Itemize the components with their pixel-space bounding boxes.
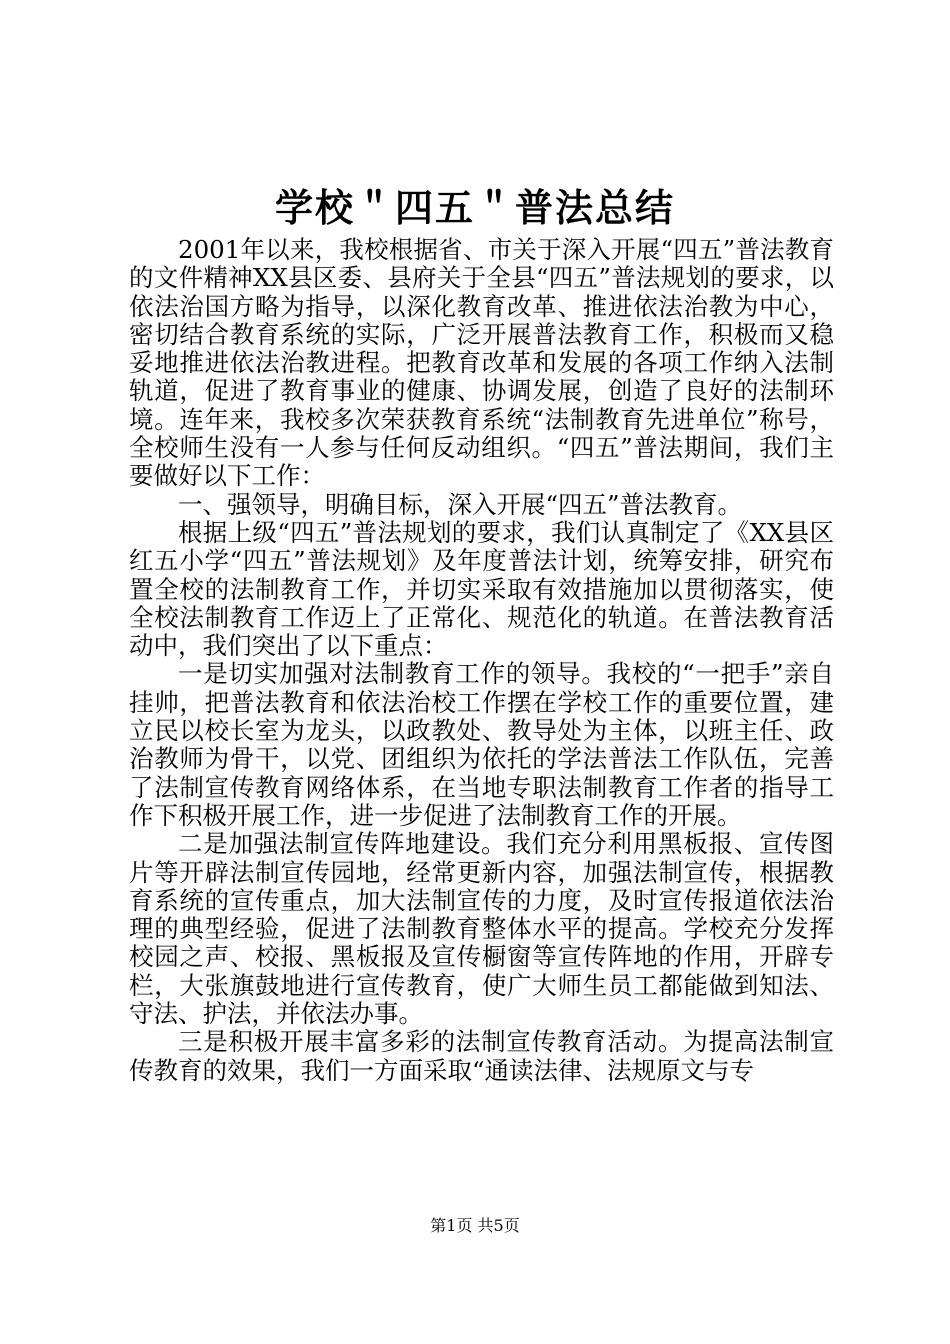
paragraph-plan: 根据上级“四五”普法规划的要求，我们认真制定了《XX县区红五小学“四五”普法规划》及年度普法计划，统筹安排，研究布置全校的法制教育工作，并切实采取有效措施加以贯彻落实，使全校法制教育工作迈上了正常化、规范化的轨道。在普法教育活动中，我们突出了以下重点： xyxy=(129,517,834,661)
paragraph-section-heading: 一、强领导，明确目标，深入开展“四五”普法教育。 xyxy=(178,489,743,519)
paragraph-point-two: 二是加强法制宣传阵地建设。我们充分利用黑板报、宣传图片等开辟法制宣传园地，经常更新内容，加强法制宣传，根据教育系统的宣传重点，加大法制宣传的力度，及时宣传报道依法治理的典型经验，促进了法制教育整体水平的提高。学校充分发挥校园之声、校报、黑板报及宣传橱窗等宣传阵地的作用，开辟专栏，大张旗鼓地进行宣传教育，使广大师生员工都能做到知法、守法、护法，并依法办事。 xyxy=(129,829,834,1029)
paragraph-point-one: 一是切实加强对法制教育工作的领导。我校的“一把手”亲自挂帅，把普法教育和依法治校工作摆在学校工作的重要位置，建立民以校长室为龙头，以政教处、教导处为主体，以班主任、政治教师为骨干，以党、团组织为依托的学法普法工作队伍，完善了法制宣传教育网络体系，在当地专职法制教育工作者的指导工作下积极开展工作，进一步促进了法制教育工作的开展。 xyxy=(129,659,834,830)
paragraph-point-three: 三是积极开展丰富多彩的法制宣传教育活动。为提高法制宣传教育的效果，我们一方面采取“通读法律、法规原文与专 xyxy=(129,1027,834,1085)
document-body xyxy=(129,236,834,1085)
document-title: 学校＂四五＂普法总结 xyxy=(274,185,675,230)
page-footer: 第1页 共5页 xyxy=(430,1216,520,1235)
paragraph-intro: 2001年以来，我校根据省、市关于深入开展“四五”普法教育的文件精神XX县区委、县府关于全县“四五”普法规划的要求，以依法治国方略为指导，以深化教育改革、推进依法治教为中心，密切结合教育系统的实际，广泛开展普法教育工作，积极而又稳妥地推进依法治教进程。把教育改革和发展的各项工作纳入法制轨道，促进了教育事业的健康、协调发展，创造了良好的法制环境。连年来，我校多次荣获教育系统“法制教育先进单位”称号，全校师生没有一人参与任何反动组织。“四五”普法期间，我们主要做好以下工作： xyxy=(129,235,834,491)
